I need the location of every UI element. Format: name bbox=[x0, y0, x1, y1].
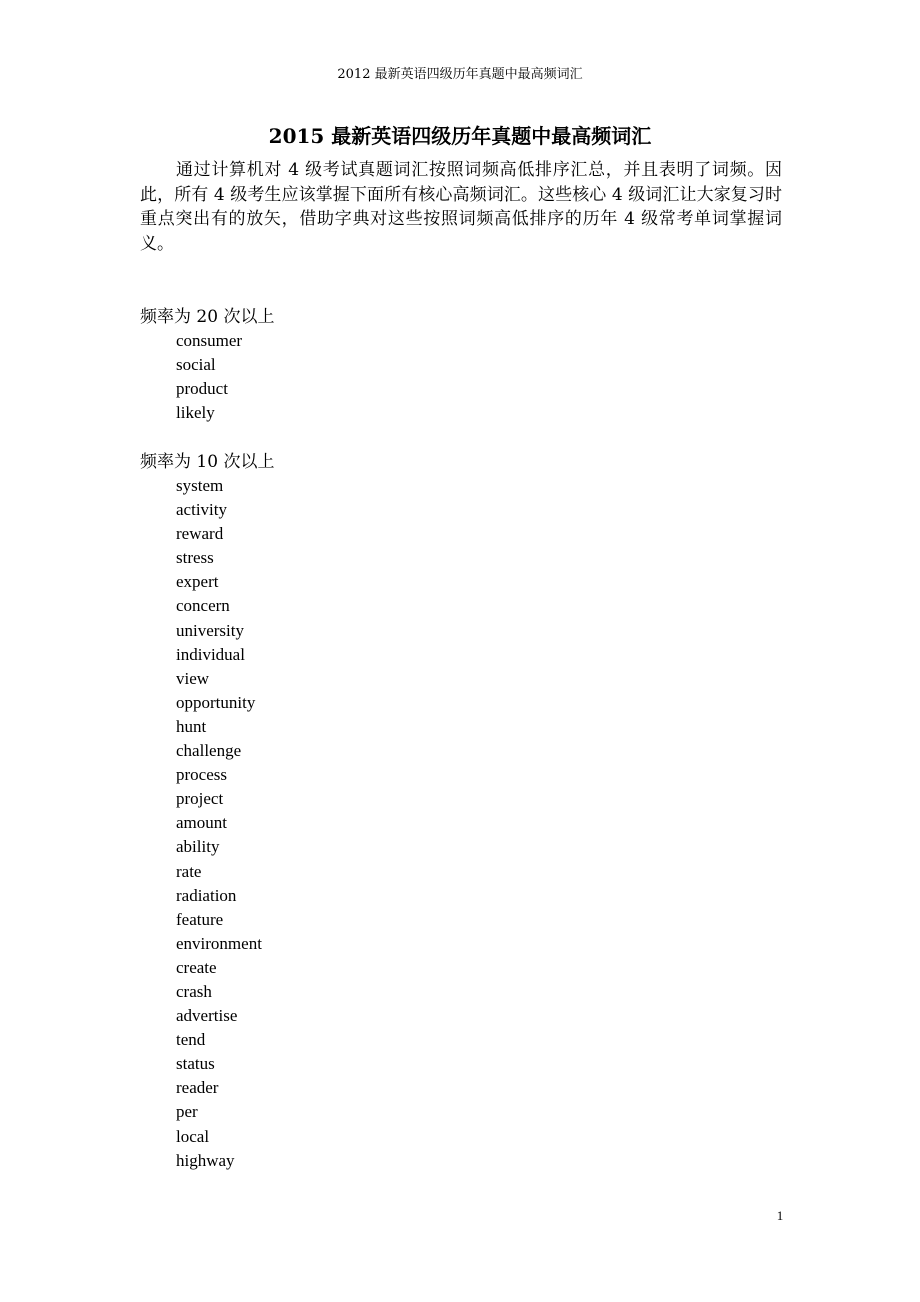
word-item: product bbox=[176, 379, 228, 399]
word-list-10-plus bbox=[176, 474, 262, 1173]
word-item: likely bbox=[176, 403, 215, 423]
word-item: opportunity bbox=[176, 692, 256, 712]
running-header: 2012 最新英语四级历年真题中最高频词汇 bbox=[337, 67, 583, 82]
word-item: environment bbox=[176, 933, 262, 953]
word-item: tend bbox=[176, 1030, 206, 1050]
section-heading-20-plus: 频率为 20 次以上 bbox=[140, 307, 275, 327]
word-item: ability bbox=[176, 837, 220, 857]
word-item: radiation bbox=[176, 885, 237, 905]
word-item: create bbox=[176, 957, 217, 977]
word-item: challenge bbox=[176, 741, 242, 761]
word-item: activity bbox=[176, 500, 227, 520]
word-item: advertise bbox=[176, 1006, 238, 1026]
word-item: system bbox=[176, 476, 224, 495]
document-title: 2015 最新英语四级历年真题中最高频词汇 bbox=[268, 124, 652, 148]
word-item: rate bbox=[176, 861, 202, 881]
word-item: hunt bbox=[176, 716, 207, 736]
word-item: reward bbox=[176, 524, 224, 544]
word-item: university bbox=[176, 620, 244, 640]
word-item: individual bbox=[176, 644, 245, 664]
word-item: expert bbox=[176, 572, 219, 592]
section-heading-10-plus: 频率为 10 次以上 bbox=[140, 452, 275, 472]
word-item: amount bbox=[176, 813, 227, 833]
intro-paragraph: 通过计算机对 4 级考试真题词汇按照词频高低排序汇总，并且表明了词频。因此，所有 4 级考生应该掌握下面所有核心高频词汇。这些核心 4 级词汇让大家复习时重点突出有的放矢，借助字典对这些按照词频高低排序的历年 4 级常考单词掌握词义。 bbox=[140, 160, 782, 254]
page-number: 1 bbox=[776, 1208, 784, 1223]
word-item: reader bbox=[176, 1078, 219, 1098]
word-item: local bbox=[176, 1126, 210, 1146]
word-item: process bbox=[176, 765, 227, 785]
word-list-20-plus bbox=[176, 329, 242, 425]
word-item: project bbox=[176, 789, 224, 809]
word-item: social bbox=[176, 355, 216, 375]
word-item: per bbox=[176, 1102, 198, 1122]
word-item: status bbox=[176, 1054, 215, 1074]
word-item: view bbox=[176, 668, 210, 688]
word-item: stress bbox=[176, 548, 214, 568]
word-item: feature bbox=[176, 909, 224, 929]
word-item: crash bbox=[176, 981, 212, 1001]
word-item: highway bbox=[176, 1150, 235, 1170]
word-item: concern bbox=[176, 596, 230, 616]
word-item: consumer bbox=[176, 331, 243, 350]
